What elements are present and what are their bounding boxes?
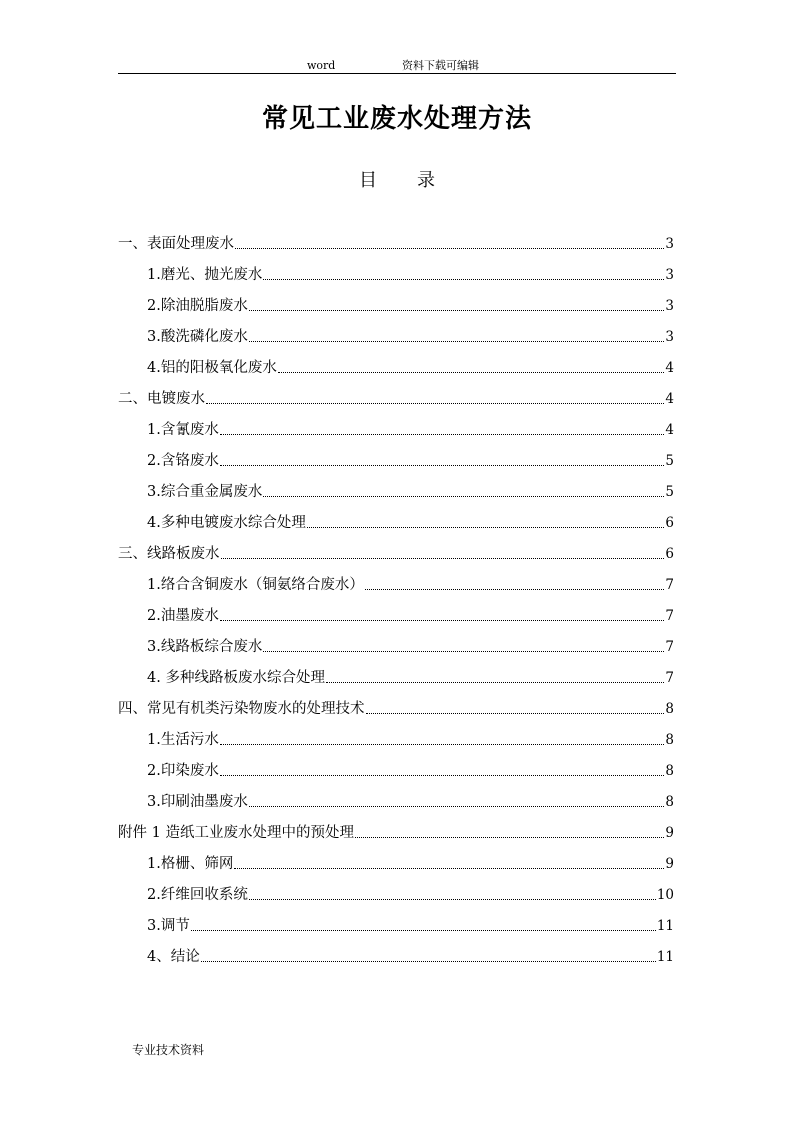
toc-page-number: 8 xyxy=(665,732,674,748)
toc-entry[interactable] xyxy=(118,780,674,811)
toc-dot-leader xyxy=(365,588,665,590)
toc-entry[interactable] xyxy=(118,873,674,904)
toc-page-number: 3 xyxy=(665,298,674,314)
toc-page-number: 7 xyxy=(665,608,674,624)
toc-entry-text: 2.印染废水 xyxy=(147,763,219,779)
toc-entry[interactable] xyxy=(118,811,674,842)
toc-entry[interactable] xyxy=(118,532,674,563)
toc-dot-leader xyxy=(278,371,665,373)
toc-entry[interactable] xyxy=(118,687,674,718)
toc-entry[interactable] xyxy=(118,439,674,470)
toc-entry-text: 1.格栅、筛网 xyxy=(147,856,234,872)
toc-dot-leader xyxy=(221,557,665,559)
toc-entry-text: 4.铝的阳极氧化废水 xyxy=(147,360,277,376)
toc-heading xyxy=(0,166,794,192)
page-header xyxy=(118,58,676,74)
toc-entry-text: 3.酸洗磷化废水 xyxy=(147,329,248,345)
toc-heading-first: 目 xyxy=(359,170,377,191)
toc-entry-text: 2.除油脱脂废水 xyxy=(147,298,248,314)
toc-entry-text: 4.多种电镀废水综合处理 xyxy=(147,515,306,531)
table-of-contents xyxy=(118,222,674,966)
toc-entry[interactable] xyxy=(118,656,674,687)
toc-dot-leader xyxy=(366,712,665,714)
toc-entry-text: 3.线路板综合废水 xyxy=(147,639,263,655)
toc-entry[interactable] xyxy=(118,749,674,780)
toc-page-number: 7 xyxy=(665,639,674,655)
toc-page-number: 8 xyxy=(665,794,674,810)
toc-entry[interactable] xyxy=(118,563,674,594)
toc-page-number: 3 xyxy=(665,236,674,252)
toc-page-number: 6 xyxy=(665,546,674,562)
toc-entry[interactable] xyxy=(118,470,674,501)
toc-page-number: 7 xyxy=(665,577,674,593)
toc-dot-leader xyxy=(307,526,665,528)
toc-dot-leader xyxy=(249,309,665,311)
toc-entry-text: 2.纤维回收系统 xyxy=(147,887,248,903)
toc-dot-leader xyxy=(249,805,665,807)
toc-dot-leader xyxy=(220,743,665,745)
toc-entry-text: 1.络合含铜废水（铜氨络合废水） xyxy=(147,577,364,593)
toc-entry-text: 3.调节 xyxy=(147,918,190,934)
toc-entry-text: 附件 1 造纸工业废水处理中的预处理 xyxy=(118,825,354,841)
toc-entry[interactable] xyxy=(118,935,674,966)
toc-page-number: 11 xyxy=(656,949,674,965)
toc-entry-text: 4、结论 xyxy=(147,949,200,965)
toc-entry[interactable] xyxy=(118,346,674,377)
toc-entry[interactable] xyxy=(118,284,674,315)
toc-dot-leader xyxy=(249,340,665,342)
toc-dot-leader xyxy=(220,464,665,466)
toc-dot-leader xyxy=(235,247,664,249)
toc-heading-second: 录 xyxy=(417,170,435,191)
toc-entry-text: 二、电镀废水 xyxy=(118,391,205,407)
toc-entry-text: 3.印刷油墨废水 xyxy=(147,794,248,810)
toc-entry[interactable] xyxy=(118,253,674,284)
toc-page-number: 5 xyxy=(665,453,674,469)
page-footer: 专业技术资料 xyxy=(132,1043,205,1057)
toc-page-number: 10 xyxy=(656,887,674,903)
toc-page-number: 9 xyxy=(665,856,674,872)
toc-entry-text: 三、线路板废水 xyxy=(118,546,220,562)
header-right-text: 资料下载可编辑 xyxy=(402,59,479,72)
toc-dot-leader xyxy=(263,278,664,280)
toc-dot-leader xyxy=(191,929,656,931)
toc-entry[interactable] xyxy=(118,594,674,625)
toc-dot-leader xyxy=(263,650,664,652)
toc-entry-text: 1.含氰废水 xyxy=(147,422,219,438)
header-left-text: word xyxy=(307,59,336,72)
toc-entry-text: 1.生活污水 xyxy=(147,732,219,748)
document-title: 常见工业废水处理方法 xyxy=(261,104,532,134)
toc-page-number: 6 xyxy=(665,515,674,531)
toc-dot-leader xyxy=(220,619,665,621)
toc-dot-leader xyxy=(201,960,656,962)
toc-entry-text: 2.含铬废水 xyxy=(147,453,219,469)
toc-dot-leader xyxy=(206,402,664,404)
toc-dot-leader xyxy=(326,681,664,683)
toc-dot-leader xyxy=(220,774,665,776)
toc-page-number: 9 xyxy=(665,825,674,841)
toc-entry-text: 一、表面处理废水 xyxy=(118,236,234,252)
toc-entry[interactable] xyxy=(118,222,674,253)
toc-entry[interactable] xyxy=(118,501,674,532)
toc-entry-text: 3.综合重金属废水 xyxy=(147,484,263,500)
toc-dot-leader xyxy=(234,867,664,869)
toc-entry[interactable] xyxy=(118,904,674,935)
toc-entry-text: 1.磨光、抛光废水 xyxy=(147,267,263,283)
toc-page-number: 4 xyxy=(665,391,674,407)
toc-entry[interactable] xyxy=(118,408,674,439)
toc-dot-leader xyxy=(263,495,664,497)
toc-entry-text: 四、常见有机类污染物废水的处理技术 xyxy=(118,701,365,717)
toc-entry[interactable] xyxy=(118,315,674,346)
toc-entry[interactable] xyxy=(118,842,674,873)
toc-page-number: 7 xyxy=(665,670,674,686)
toc-page-number: 3 xyxy=(665,267,674,283)
toc-entry-text: 4. 多种线路板废水综合处理 xyxy=(147,670,325,686)
toc-page-number: 5 xyxy=(665,484,674,500)
toc-page-number: 8 xyxy=(665,701,674,717)
toc-page-number: 3 xyxy=(665,329,674,345)
toc-entry[interactable] xyxy=(118,377,674,408)
toc-dot-leader xyxy=(220,433,665,435)
toc-page-number: 4 xyxy=(665,422,674,438)
toc-entry[interactable] xyxy=(118,625,674,656)
toc-entry[interactable] xyxy=(118,718,674,749)
toc-page-number: 11 xyxy=(656,918,674,934)
toc-page-number: 4 xyxy=(665,360,674,376)
toc-page-number: 8 xyxy=(665,763,674,779)
toc-dot-leader xyxy=(249,898,656,900)
toc-entry-text: 2.油墨废水 xyxy=(147,608,219,624)
toc-dot-leader xyxy=(355,836,664,838)
